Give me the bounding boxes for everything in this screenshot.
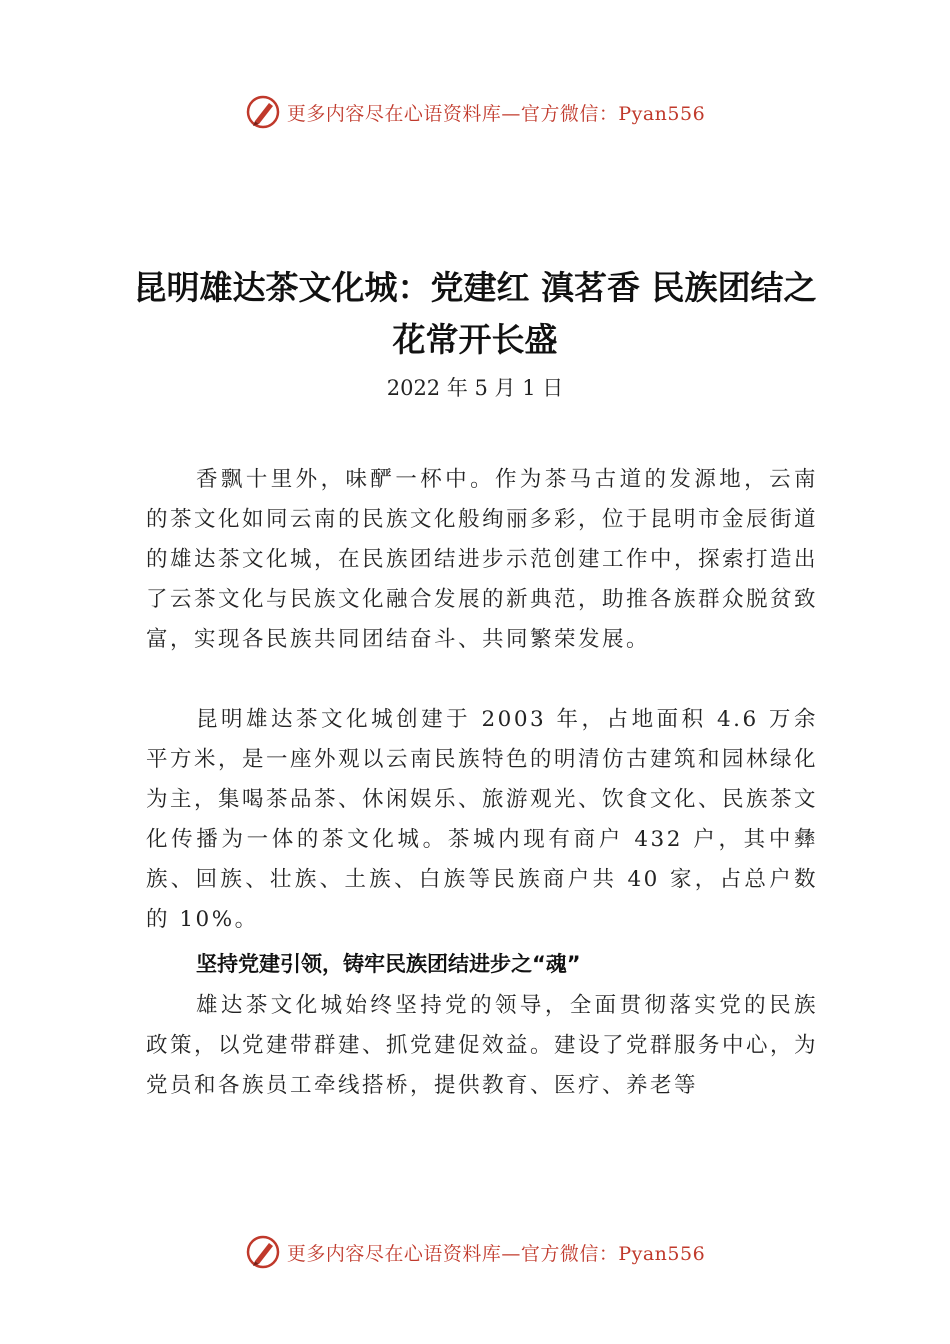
banner-text: 更多内容尽在心语资料库—官方微信：Pyan556	[286, 1242, 706, 1265]
document-date: 2022 年 5 月 1 日	[386, 376, 564, 400]
document-title: 昆明雄达茶文化城：党建红 滇茗香 民族团结之花常开长盛	[133, 268, 817, 359]
pen-logo-icon	[245, 1234, 281, 1270]
banner-text: 更多内容尽在心语资料库—官方微信：Pyan556	[286, 102, 706, 125]
header-banner	[0, 92, 950, 132]
section-heading: 坚持党建引领，铸牢民族团结进步之“魂”	[196, 952, 581, 976]
paragraph-1: 香飘十里外，味酽一杯中。作为茶马古道的发源地，云南的茶文化如同云南的民族文化般绚丽多彩，位于昆明市金辰街道的雄达茶文化城，在民族团结进步示范创建工作中，探索打造出了云茶文化与民族文化融合发展的新典范，助推各族群众脱贫致富，实现各民族共同团结奋斗、共同繁荣发展。	[146, 467, 819, 652]
paragraph-3: 雄达茶文化城始终坚持党的领导，全面贯彻落实党的民族政策，以党建带群建、抓党建促效益。建设了党群服务中心，为党员和各族员工牵线搭桥，提供教育、医疗、养老等	[146, 993, 819, 1098]
paragraph-2: 昆明雄达茶文化城创建于 2003 年，占地面积 4.6 万余平方米，是一座外观以云南民族特色的明清仿古建筑和园林绿化为主，集喝茶品茶、休闲娱乐、旅游观光、饮食文化、民族茶文化传播为一体的茶文化城。茶城内现有商户 432 户，其中彝族、回族、壮族、土族、白族等民族商户共 40 家，占总户数的 10%。	[146, 707, 819, 932]
footer-banner	[0, 1232, 950, 1272]
pen-logo-icon	[245, 94, 281, 130]
